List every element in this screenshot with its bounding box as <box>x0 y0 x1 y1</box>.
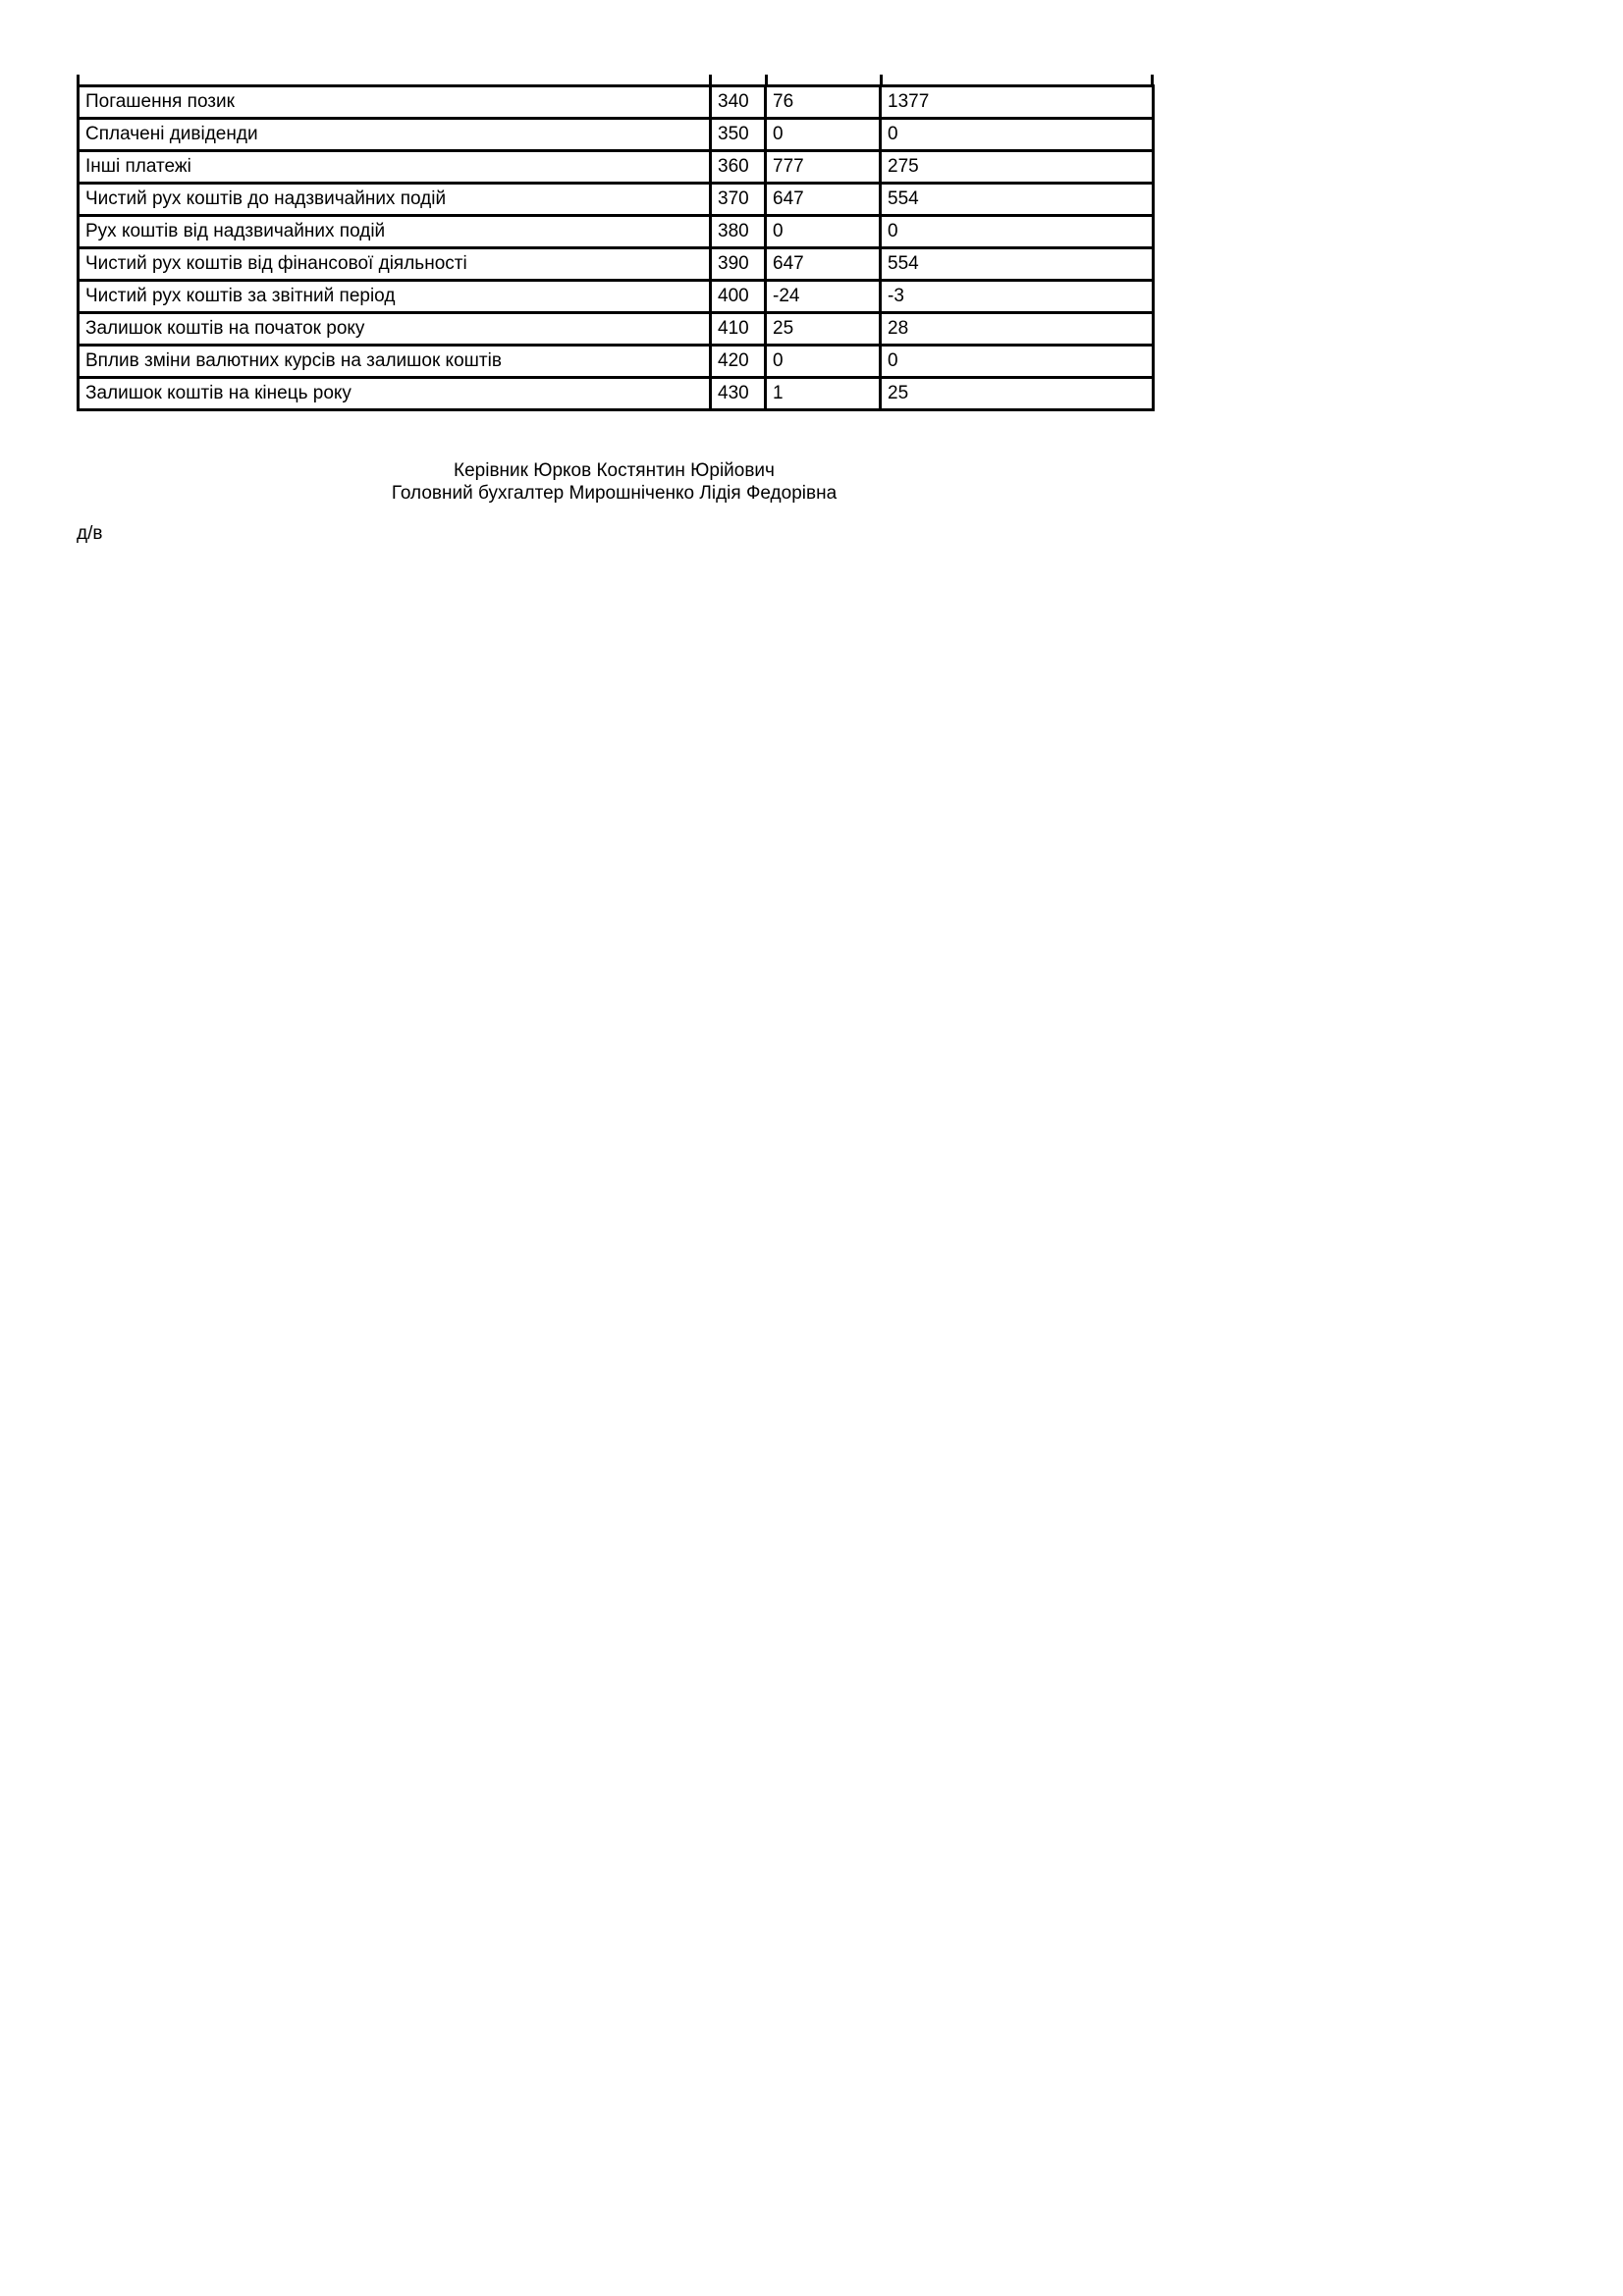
row-previous-period-cell: 0 <box>881 346 1154 378</box>
table-row <box>79 119 1154 151</box>
table-row <box>79 346 1154 378</box>
row-previous-period-cell: 1377 <box>881 86 1154 119</box>
row-code-cell: 430 <box>711 378 766 410</box>
row-name-cell: Залишок коштів на початок року <box>79 313 711 346</box>
row-previous-period-cell: 275 <box>881 151 1154 184</box>
row-name-cell: Залишок коштів на кінець року <box>79 378 711 410</box>
row-code-cell: 410 <box>711 313 766 346</box>
row-name-cell: Погашення позик <box>79 86 711 119</box>
row-previous-period-cell: 0 <box>881 119 1154 151</box>
row-code-cell: 390 <box>711 248 766 281</box>
row-current-period-cell: 647 <box>766 248 881 281</box>
row-previous-period-cell: 28 <box>881 313 1154 346</box>
row-current-period-cell: 0 <box>766 346 881 378</box>
row-name-cell: Інші платежі <box>79 151 711 184</box>
signatures-block <box>77 459 1152 505</box>
row-previous-period-cell: 554 <box>881 248 1154 281</box>
row-current-period-cell: 777 <box>766 151 881 184</box>
row-code-cell: 370 <box>711 184 766 216</box>
row-name-cell: Вплив зміни валютних курсів на залишок коштів <box>79 346 711 378</box>
row-previous-period-cell: -3 <box>881 281 1154 313</box>
director-signature: Керівник Юрков Костянтин Юрійович <box>454 460 775 481</box>
row-name-cell: Чистий рух коштів за звітний період <box>79 281 711 313</box>
row-code-cell: 400 <box>711 281 766 313</box>
row-current-period-cell: 0 <box>766 119 881 151</box>
row-name-cell: Рух коштів від надзвичайних подій <box>79 216 711 248</box>
table-row <box>79 216 1154 248</box>
row-code-cell: 360 <box>711 151 766 184</box>
table-row <box>79 248 1154 281</box>
row-code-cell: 340 <box>711 86 766 119</box>
row-code-cell: 350 <box>711 119 766 151</box>
row-code-cell: 380 <box>711 216 766 248</box>
row-name-cell: Чистий рух коштів від фінансової діяльності <box>79 248 711 281</box>
row-previous-period-cell: 0 <box>881 216 1154 248</box>
table-row <box>79 151 1154 184</box>
row-name-cell: Сплачені дивіденди <box>79 119 711 151</box>
table-row <box>79 184 1154 216</box>
row-previous-period-cell: 25 <box>881 378 1154 410</box>
chief-accountant-signature: Головний бухгалтер Мирошніченко Лідія Федорівна <box>391 483 838 504</box>
table-row <box>79 313 1154 346</box>
row-current-period-cell: 0 <box>766 216 881 248</box>
cash-flow-table <box>77 84 1155 411</box>
row-current-period-cell: 1 <box>766 378 881 410</box>
row-current-period-cell: 647 <box>766 184 881 216</box>
row-current-period-cell: -24 <box>766 281 881 313</box>
document-note: д/в <box>77 523 103 544</box>
table-row <box>79 86 1154 119</box>
table-row <box>79 281 1154 313</box>
row-current-period-cell: 76 <box>766 86 881 119</box>
cash-flow-table-body <box>79 86 1154 410</box>
row-code-cell: 420 <box>711 346 766 378</box>
row-name-cell: Чистий рух коштів до надзвичайних подій <box>79 184 711 216</box>
row-previous-period-cell: 554 <box>881 184 1154 216</box>
table-row <box>79 378 1154 410</box>
row-current-period-cell: 25 <box>766 313 881 346</box>
